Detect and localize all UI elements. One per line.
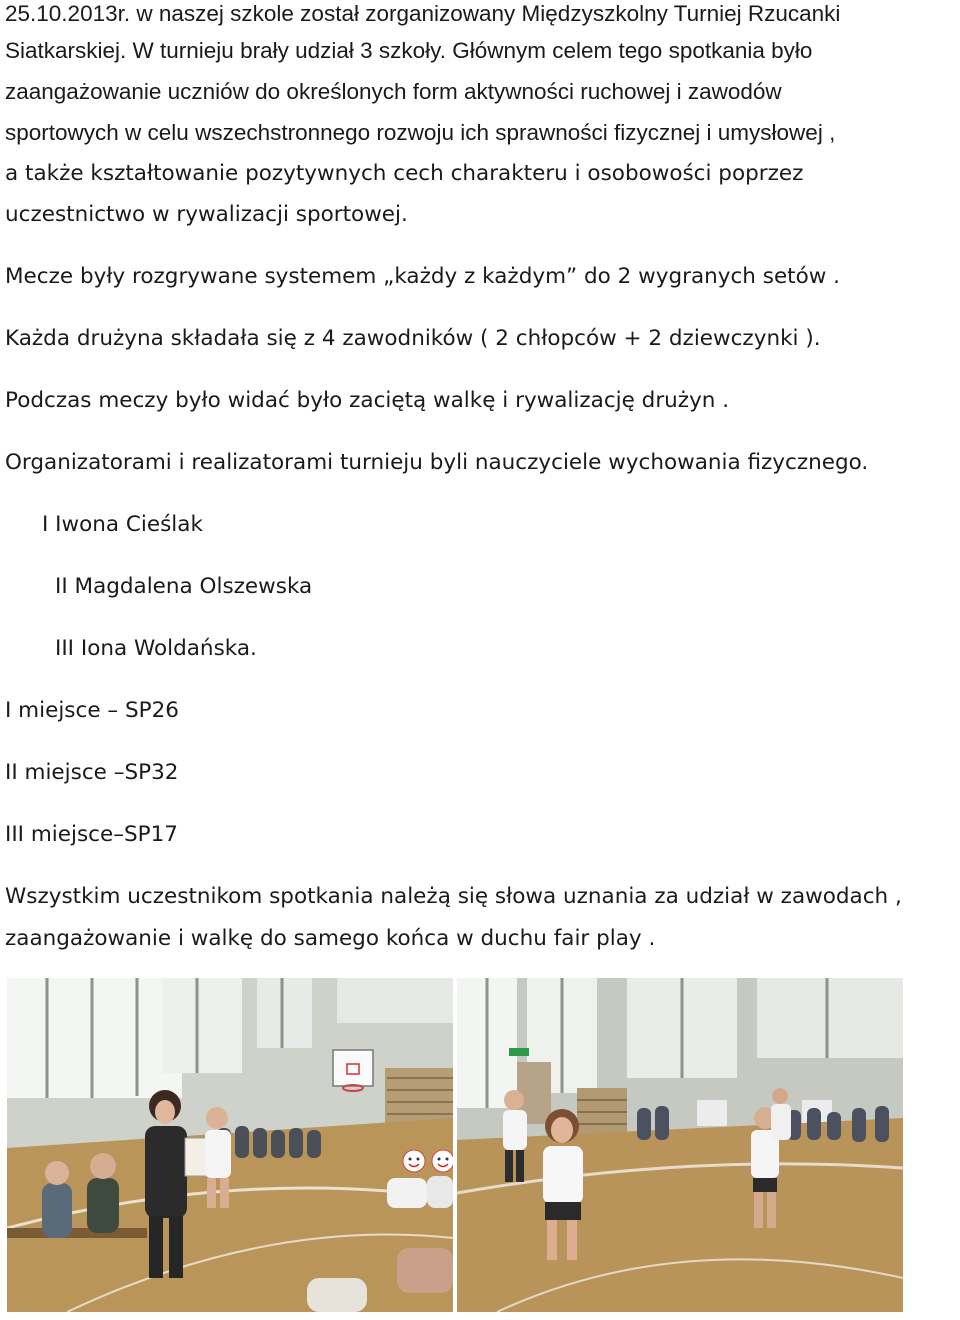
organizers-paragraph: Organizatorami i realizatorami turnieju byli nauczyciele wychowania fizycznego.	[5, 450, 869, 475]
fight-paragraph: Podczas meczy było widać było zaciętą walkę i rywalizację drużyn .	[5, 388, 730, 413]
award-ceremony-photo	[7, 978, 453, 1312]
intro-line-1: 25.10.2013r. w naszej szkole został zorganizowany Międzyszkolny Turniej Rzucanki	[5, 1, 841, 26]
gym-photo-players-on-court-icon	[457, 978, 903, 1312]
gym-photo-award-ceremony-icon	[7, 978, 453, 1312]
result-third-place: III miejsce–SP17	[5, 822, 178, 847]
closing-line-2: zaangażowanie i walkę do samego końca w duchu fair play .	[5, 926, 656, 951]
players-court-photo	[457, 978, 903, 1312]
intro-line-3: zaangażowanie uczniów do określonych form aktywności ruchowej i zawodów	[5, 79, 782, 104]
result-second-place: II miejsce –SP32	[5, 760, 179, 785]
intro-line-5: a także kształtowanie pozytywnych cech charakteru i osobowości poprzez	[5, 161, 804, 186]
result-first-place: I miejsce – SP26	[5, 698, 179, 723]
closing-line-1: Wszystkim uczestnikom spotkania należą się słowa uznania za udział w zawodach ,	[5, 884, 902, 909]
organizer-3: III Iona Woldańska.	[55, 636, 257, 661]
matches-paragraph: Mecze były rozgrywane systemem „każdy z każdym” do 2 wygranych setów .	[5, 264, 841, 289]
intro-line-2: Siatkarskiej. W turnieju brały udział 3 szkoły. Głównym celem tego spotkania było	[5, 38, 813, 63]
intro-line-4: sportowych w celu wszechstronnego rozwoju ich sprawności fizycznej i umysłowej ,	[5, 120, 836, 145]
organizer-2: II Magdalena Olszewska	[55, 574, 313, 599]
teams-paragraph: Każda drużyna składała się z 4 zawodników ( 2 chłopców + 2 dziewczynki ).	[5, 326, 821, 351]
organizer-1: I Iwona Cieślak	[42, 512, 203, 537]
intro-line-6: uczestnictwo w rywalizacji sportowej.	[5, 202, 408, 227]
